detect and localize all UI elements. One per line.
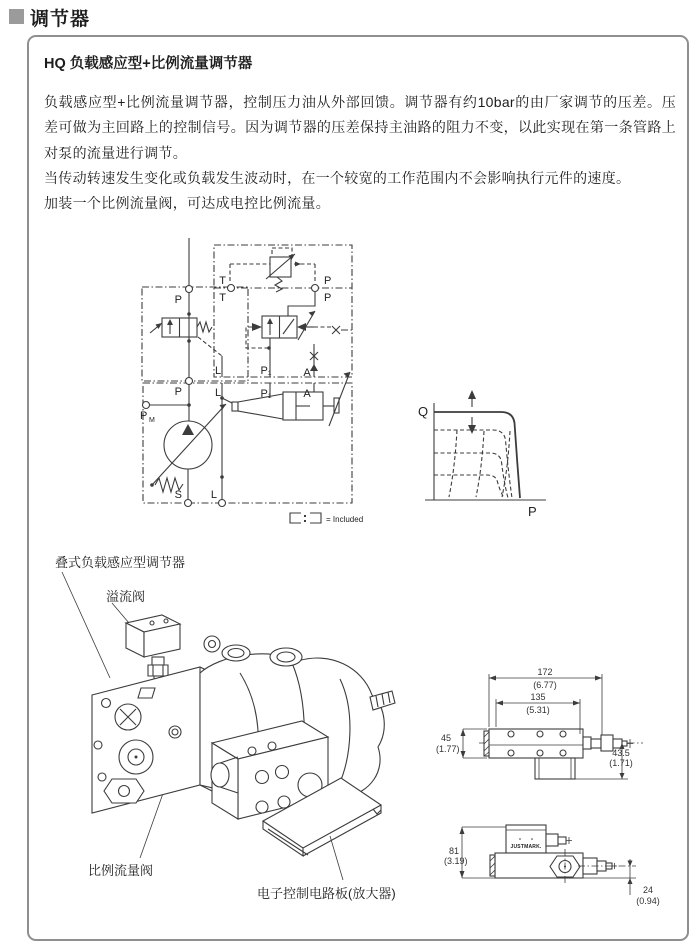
svg-text:(1.77): (1.77): [436, 744, 460, 754]
port-label-l-upper: L: [214, 365, 222, 377]
port-label-pm-sub: M: [149, 417, 155, 424]
svg-text:(5.31): (5.31): [526, 705, 550, 715]
brand-text: JUSTMARK.: [510, 844, 542, 850]
port-label-t-lower: T: [219, 292, 226, 304]
svg-text:81: 81: [448, 846, 459, 856]
svg-text:24: 24: [642, 885, 654, 895]
port-label-p1-lower: P₁: [260, 388, 272, 400]
compensator-valve-symbol: [150, 318, 222, 356]
port-label-a-lower: A: [303, 388, 311, 400]
svg-text:(0.94): (0.94): [636, 896, 660, 906]
pump-symbol: [150, 404, 227, 500]
chart-x-axis-label: P: [528, 504, 537, 519]
stroking-cylinder-symbol: [222, 372, 350, 426]
svg-text:45: 45: [441, 733, 452, 743]
pump-shaft: [370, 691, 395, 710]
dimension-drawing-top: [435, 655, 685, 800]
relief-valve-block: [126, 615, 180, 682]
svg-text:(1.71): (1.71): [609, 758, 633, 768]
port-label-a-upper: A: [303, 367, 311, 379]
port-label-pm: P: [140, 410, 148, 422]
svg-text:43.5: 43.5: [612, 748, 630, 758]
port-label-p-mid: P: [174, 386, 182, 398]
svg-text:135: 135: [530, 692, 546, 702]
hydraulic-schematic: [138, 226, 378, 538]
performance-chart: [415, 385, 555, 525]
svg-text:(3.19): (3.19): [444, 856, 468, 866]
chart-curves: [434, 412, 520, 498]
paragraph-1: 负载感应型+比例流量调节器，控制压力油从外部回馈。调节器有约10bar的由厂家调节的压差。压差可做为主回路上的控制信号。因为调节器的压差保持主油路的阻力不变，以此实现在第一条管路上对泵的流量进行调节。: [44, 94, 676, 161]
section-title: HQ 负载感应型+比例流量调节器: [44, 56, 253, 72]
port-label-p1-upper: P₁: [260, 365, 272, 377]
included-legend-text: = Included: [326, 515, 364, 524]
dim-45: [436, 729, 487, 758]
leader-stack-regulator: [62, 572, 110, 678]
port-label-l-bottom: L: [210, 489, 217, 501]
section-marker-icon: [9, 9, 24, 24]
proportional-valve-symbol: [246, 292, 352, 348]
page-title: 调节器: [30, 9, 91, 30]
chart-y-axis-label: Q: [418, 404, 429, 419]
port-label-p-top: P: [174, 294, 182, 306]
callout-proportional-flow-valve: 比例流量阀: [88, 863, 154, 878]
chart-axes: [425, 403, 546, 500]
paragraph-2: 当传动转速发生变化或负载发生波动时，在一个较宽的工作范围内不会影响执行元件的速度。: [44, 170, 631, 186]
svg-text:(6.77): (6.77): [533, 680, 557, 690]
dim-135: [496, 692, 580, 734]
dimension-drawing-bottom: [440, 815, 690, 935]
callout-relief-valve: 溢流阀: [106, 589, 146, 604]
callout-stack-regulator: 叠式负载感应型调节器: [55, 555, 186, 570]
svg-text:172: 172: [537, 667, 553, 677]
valve-side-view: [484, 729, 633, 779]
callout-amplifier-board: 电子控制电路板(放大器): [257, 886, 396, 901]
relief-valve-symbol: [230, 248, 315, 292]
port-label-t-upper: T: [219, 275, 226, 287]
port-label-p-upper: P: [324, 275, 332, 287]
leader-amplifier-board: [330, 836, 343, 880]
port-label-l-lower: L: [214, 387, 222, 399]
port-label-p-lower: P: [324, 292, 332, 304]
port-label-s: S: [174, 489, 182, 501]
valve-side-view-2: [490, 825, 636, 883]
included-legend: [290, 513, 363, 524]
paragraph-3: 加装一个比例流量阀，可达成电控比例流量。: [44, 195, 330, 211]
